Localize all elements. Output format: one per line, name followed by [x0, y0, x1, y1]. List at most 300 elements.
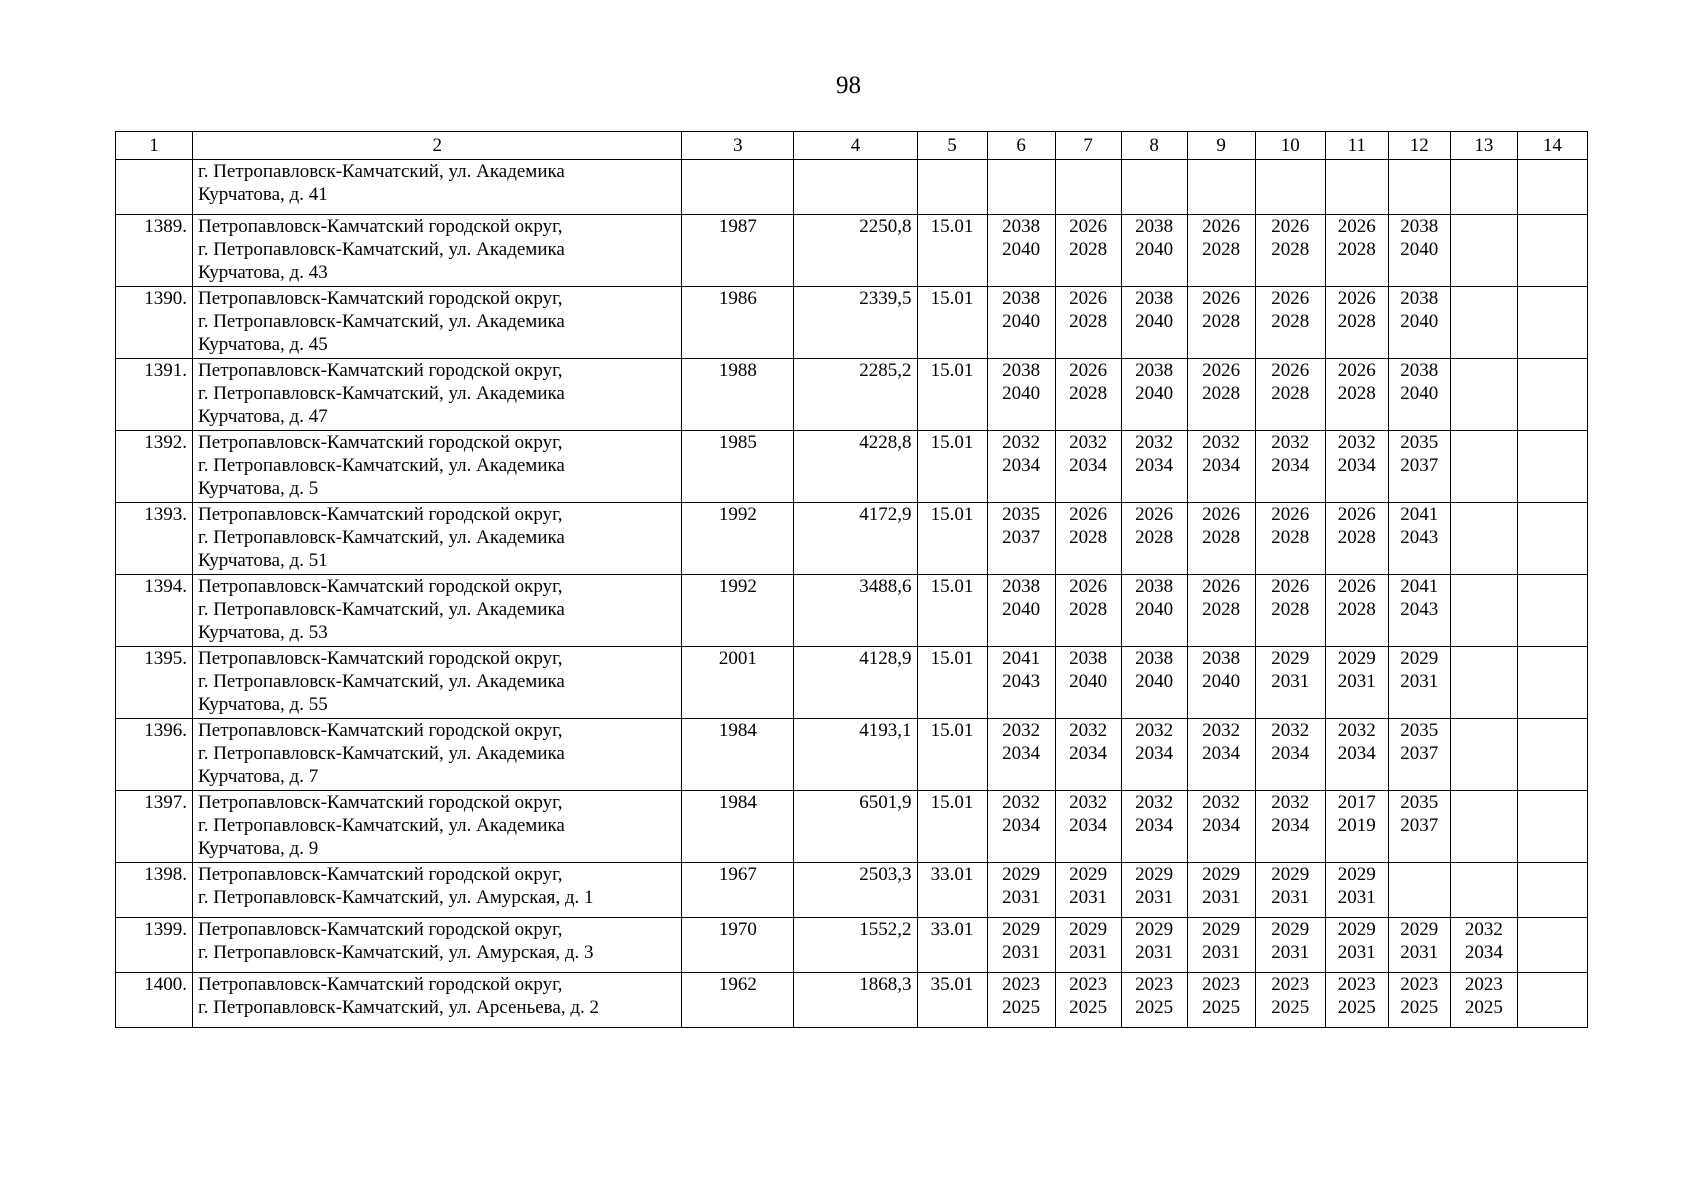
period-year: 2026	[1337, 288, 1376, 309]
period-year: 2029	[1337, 919, 1376, 940]
address-line: Курчатова, д. 45	[198, 334, 328, 355]
address-line: г. Петропавловск-Камчатский, ул. Академика	[198, 383, 565, 404]
period-year: 2034	[1464, 942, 1503, 963]
period-year: 2031	[1002, 887, 1041, 908]
period-cell	[1325, 359, 1388, 431]
period-year: 2026	[1337, 360, 1376, 381]
period-year: 2032	[1135, 792, 1174, 813]
period-year: 2031	[1202, 942, 1241, 963]
period-year: 2032	[1202, 720, 1241, 741]
period-cell	[1255, 863, 1325, 918]
period-cell	[1388, 575, 1450, 647]
period-year: 2029	[1337, 864, 1376, 885]
address-line: г. Петропавловск-Камчатский, ул. Амурская, д. 1	[198, 887, 594, 908]
table-row	[116, 973, 1588, 1028]
period-cell	[1055, 719, 1121, 791]
address-line: г. Петропавловск-Камчатский, ул. Академика	[198, 311, 565, 332]
period-cell	[1325, 575, 1388, 647]
code-cell: 15.01	[917, 431, 987, 503]
period-year: 2043	[1400, 527, 1439, 548]
period-year: 2032	[1464, 919, 1503, 940]
period-cell	[987, 719, 1055, 791]
period-cell	[1055, 918, 1121, 973]
period-cell	[1121, 215, 1187, 287]
period-year: 2038	[1202, 648, 1241, 669]
address-line: Курчатова, д. 9	[198, 838, 319, 859]
period-year: 2041	[1400, 504, 1439, 525]
period-year: 2031	[1069, 942, 1108, 963]
period-cell	[1450, 863, 1517, 918]
address-cell	[193, 863, 682, 918]
year-cell: 1987	[682, 215, 794, 287]
period-year: 2037	[1400, 455, 1439, 476]
period-year: 2034	[1069, 743, 1108, 764]
period-year: 2026	[1202, 504, 1241, 525]
period-year: 2034	[1069, 455, 1108, 476]
year-cell: 1988	[682, 359, 794, 431]
row-number: 1391.	[116, 359, 193, 431]
period-year: 2025	[1069, 997, 1108, 1018]
address-line: г. Петропавловск-Камчатский, ул. Арсеньева, д. 2	[198, 997, 600, 1018]
period-year: 2040	[1069, 671, 1108, 692]
period-cell	[1255, 359, 1325, 431]
period-year: 2028	[1202, 239, 1241, 260]
address-line: Петропавловск-Камчатский городской округ,	[198, 288, 563, 309]
period-cell	[1517, 918, 1587, 973]
period-year: 2040	[1202, 671, 1241, 692]
period-cell	[987, 503, 1055, 575]
address-line: г. Петропавловск-Камчатский, ул. Академика	[198, 743, 565, 764]
period-year: 2034	[1271, 455, 1310, 476]
period-year: 2026	[1069, 288, 1108, 309]
address-cell	[193, 287, 682, 359]
address-line: Курчатова, д. 51	[198, 550, 328, 571]
table-row	[116, 160, 1588, 215]
period-year: 2038	[1002, 216, 1041, 237]
period-cell	[1187, 503, 1255, 575]
period-year: 2040	[1002, 311, 1041, 332]
period-year: 2038	[1135, 216, 1174, 237]
area-cell: 3488,6	[794, 575, 917, 647]
address-line: г. Петропавловск-Камчатский, ул. Академика	[198, 671, 565, 692]
period-year: 2031	[1135, 887, 1174, 908]
period-year: 2026	[1271, 360, 1310, 381]
period-cell	[987, 359, 1055, 431]
period-cell	[1187, 863, 1255, 918]
code-cell: 15.01	[917, 287, 987, 359]
row-number: 1399.	[116, 918, 193, 973]
period-year: 2029	[1400, 648, 1439, 669]
table-row	[116, 215, 1588, 287]
period-cell	[1325, 791, 1388, 863]
period-year: 2025	[1464, 997, 1503, 1018]
address-line: Петропавловск-Камчатский городской округ,	[198, 216, 563, 237]
address-line: Петропавловск-Камчатский городской округ,	[198, 792, 563, 813]
period-year: 2032	[1069, 432, 1108, 453]
period-cell	[1450, 575, 1517, 647]
period-cell	[1517, 431, 1587, 503]
period-cell	[1517, 791, 1587, 863]
period-year: 2023	[1337, 974, 1376, 995]
period-cell	[1055, 647, 1121, 719]
address-cell	[193, 791, 682, 863]
table-row	[116, 918, 1588, 973]
period-cell	[1255, 160, 1325, 215]
period-cell	[1187, 359, 1255, 431]
period-year: 2029	[1271, 648, 1310, 669]
period-year: 2034	[1337, 455, 1376, 476]
period-year: 2034	[1337, 743, 1376, 764]
address-line: Петропавловск-Камчатский городской округ,	[198, 504, 563, 525]
address-line: Курчатова, д. 47	[198, 406, 328, 427]
period-cell	[1388, 359, 1450, 431]
period-year: 2032	[1135, 720, 1174, 741]
period-cell	[1517, 973, 1587, 1028]
table-row	[116, 503, 1588, 575]
area-cell: 4228,8	[794, 431, 917, 503]
row-number: 1394.	[116, 575, 193, 647]
period-year: 2026	[1271, 288, 1310, 309]
period-year: 2040	[1400, 239, 1439, 260]
period-year: 2028	[1202, 527, 1241, 548]
row-number: 1397.	[116, 791, 193, 863]
period-cell	[1255, 215, 1325, 287]
period-cell	[1517, 287, 1587, 359]
period-year: 2029	[1135, 919, 1174, 940]
period-year: 2038	[1002, 360, 1041, 381]
area-cell: 2503,3	[794, 863, 917, 918]
period-year: 2029	[1069, 864, 1108, 885]
period-cell	[1121, 863, 1187, 918]
period-year: 2041	[1400, 576, 1439, 597]
period-year: 2026	[1337, 504, 1376, 525]
period-cell	[1450, 647, 1517, 719]
year-cell: 1985	[682, 431, 794, 503]
area-cell: 6501,9	[794, 791, 917, 863]
address-cell	[193, 160, 682, 215]
row-number: 1392.	[116, 431, 193, 503]
period-year: 2028	[1202, 311, 1241, 332]
period-cell	[1121, 287, 1187, 359]
period-year: 2037	[1400, 815, 1439, 836]
period-year: 2038	[1135, 648, 1174, 669]
period-cell	[1325, 973, 1388, 1028]
period-year: 2032	[1337, 720, 1376, 741]
period-year: 2032	[1002, 432, 1041, 453]
period-year: 2025	[1400, 997, 1439, 1018]
period-year: 2034	[1135, 815, 1174, 836]
period-cell	[1255, 719, 1325, 791]
address-line: Курчатова, д. 43	[198, 262, 328, 283]
period-cell	[987, 918, 1055, 973]
period-year: 2034	[1271, 743, 1310, 764]
header-cell-9: 9	[1187, 132, 1255, 160]
period-year: 2029	[1337, 648, 1376, 669]
period-cell	[1388, 431, 1450, 503]
period-year: 2032	[1069, 792, 1108, 813]
period-year: 2043	[1400, 599, 1439, 620]
year-cell: 1992	[682, 575, 794, 647]
period-cell	[1055, 973, 1121, 1028]
period-cell	[1450, 287, 1517, 359]
area-cell: 2250,8	[794, 215, 917, 287]
address-cell	[193, 647, 682, 719]
address-line: Петропавловск-Камчатский городской округ,	[198, 648, 563, 669]
code-cell: 15.01	[917, 359, 987, 431]
period-cell	[1388, 973, 1450, 1028]
code-cell: 15.01	[917, 215, 987, 287]
period-cell	[1517, 863, 1587, 918]
period-cell	[1121, 575, 1187, 647]
period-cell	[1255, 575, 1325, 647]
header-cell-6: 6	[987, 132, 1055, 160]
period-year: 2034	[1002, 455, 1041, 476]
header-cell-10: 10	[1255, 132, 1325, 160]
period-cell	[1325, 215, 1388, 287]
period-cell	[987, 575, 1055, 647]
period-year: 2032	[1135, 432, 1174, 453]
address-cell	[193, 503, 682, 575]
period-cell	[1187, 973, 1255, 1028]
period-cell	[987, 215, 1055, 287]
period-cell	[1255, 647, 1325, 719]
period-cell	[1187, 160, 1255, 215]
period-year: 2031	[1002, 942, 1041, 963]
period-year: 2025	[1337, 997, 1376, 1018]
period-year: 2032	[1202, 432, 1241, 453]
period-year: 2031	[1202, 887, 1241, 908]
period-cell	[1388, 791, 1450, 863]
period-cell	[1388, 918, 1450, 973]
period-cell	[1388, 160, 1450, 215]
code-cell: 15.01	[917, 791, 987, 863]
period-cell	[1450, 503, 1517, 575]
code-cell: 15.01	[917, 719, 987, 791]
table-row	[116, 647, 1588, 719]
period-cell	[1517, 215, 1587, 287]
period-year: 2026	[1271, 576, 1310, 597]
period-year: 2028	[1135, 527, 1174, 548]
period-year: 2026	[1202, 576, 1241, 597]
period-cell	[1187, 431, 1255, 503]
address-line: г. Петропавловск-Камчатский, ул. Академика	[198, 815, 565, 836]
area-cell: 4128,9	[794, 647, 917, 719]
period-year: 2040	[1002, 599, 1041, 620]
period-year: 2023	[1400, 974, 1439, 995]
period-year: 2025	[1271, 997, 1310, 1018]
period-year: 2026	[1271, 216, 1310, 237]
period-cell	[1187, 647, 1255, 719]
address-cell	[193, 215, 682, 287]
period-year: 2037	[1400, 743, 1439, 764]
period-year: 2026	[1202, 216, 1241, 237]
period-year: 2028	[1069, 599, 1108, 620]
code-cell: 33.01	[917, 918, 987, 973]
period-year: 2037	[1002, 527, 1041, 548]
address-line: Петропавловск-Камчатский городской округ,	[198, 974, 563, 995]
period-year: 2026	[1271, 504, 1310, 525]
period-cell	[1450, 160, 1517, 215]
period-cell	[1121, 503, 1187, 575]
period-cell	[1325, 863, 1388, 918]
period-year: 2023	[1002, 974, 1041, 995]
period-year: 2023	[1069, 974, 1108, 995]
period-year: 2028	[1271, 239, 1310, 260]
period-year: 2038	[1002, 576, 1041, 597]
period-cell	[1187, 918, 1255, 973]
area-cell: 4172,9	[794, 503, 917, 575]
address-line: Курчатова, д. 7	[198, 766, 319, 787]
period-cell	[1187, 719, 1255, 791]
period-year: 2028	[1337, 383, 1376, 404]
period-year: 2040	[1135, 671, 1174, 692]
period-year: 2029	[1202, 919, 1241, 940]
row-number: 1393.	[116, 503, 193, 575]
period-year: 2031	[1271, 942, 1310, 963]
period-year: 2032	[1337, 432, 1376, 453]
period-year: 2028	[1337, 311, 1376, 332]
code-cell: 15.01	[917, 647, 987, 719]
table-body	[116, 160, 1588, 1028]
period-year: 2034	[1135, 743, 1174, 764]
period-cell	[1255, 287, 1325, 359]
address-cell	[193, 359, 682, 431]
period-year: 2031	[1337, 671, 1376, 692]
year-cell: 1992	[682, 503, 794, 575]
year-cell	[682, 160, 794, 215]
code-cell: 15.01	[917, 503, 987, 575]
header-cell-12: 12	[1388, 132, 1450, 160]
period-year: 2028	[1337, 527, 1376, 548]
period-cell	[1517, 647, 1587, 719]
period-year: 2035	[1400, 720, 1439, 741]
registry-table	[115, 131, 1588, 1028]
period-year: 2038	[1002, 288, 1041, 309]
address-cell	[193, 575, 682, 647]
period-cell	[1121, 160, 1187, 215]
period-cell	[1325, 431, 1388, 503]
period-cell	[1325, 719, 1388, 791]
period-year: 2026	[1069, 216, 1108, 237]
period-year: 2028	[1202, 599, 1241, 620]
period-cell	[1055, 359, 1121, 431]
period-year: 2031	[1069, 887, 1108, 908]
row-number: 1395.	[116, 647, 193, 719]
period-year: 2029	[1271, 919, 1310, 940]
period-cell	[1187, 575, 1255, 647]
period-year: 2029	[1069, 919, 1108, 940]
period-year: 2040	[1135, 239, 1174, 260]
header-cell-5: 5	[917, 132, 987, 160]
code-cell: 15.01	[917, 575, 987, 647]
period-cell	[1055, 575, 1121, 647]
period-year: 2023	[1135, 974, 1174, 995]
period-cell	[1255, 973, 1325, 1028]
period-cell	[987, 431, 1055, 503]
address-cell	[193, 918, 682, 973]
period-year: 2032	[1271, 792, 1310, 813]
address-line: Петропавловск-Камчатский городской округ,	[198, 720, 563, 741]
period-cell	[1121, 791, 1187, 863]
period-year: 2031	[1271, 887, 1310, 908]
period-year: 2028	[1271, 599, 1310, 620]
period-year: 2025	[1135, 997, 1174, 1018]
period-year: 2028	[1271, 527, 1310, 548]
period-cell	[1055, 287, 1121, 359]
period-cell	[1121, 973, 1187, 1028]
period-cell	[1255, 918, 1325, 973]
period-cell	[1187, 287, 1255, 359]
period-year: 2035	[1400, 432, 1439, 453]
period-year: 2023	[1464, 974, 1503, 995]
header-cell-14: 14	[1517, 132, 1587, 160]
period-cell	[1055, 503, 1121, 575]
period-year: 2038	[1135, 288, 1174, 309]
year-cell: 1967	[682, 863, 794, 918]
period-cell	[1450, 215, 1517, 287]
period-year: 2034	[1202, 743, 1241, 764]
header-cell-13: 13	[1450, 132, 1517, 160]
period-cell	[1325, 503, 1388, 575]
period-year: 2041	[1002, 648, 1041, 669]
year-cell: 1962	[682, 973, 794, 1028]
year-cell: 2001	[682, 647, 794, 719]
row-number: 1389.	[116, 215, 193, 287]
address-line: Петропавловск-Камчатский городской округ,	[198, 919, 563, 940]
period-year: 2032	[1069, 720, 1108, 741]
row-number: 1396.	[116, 719, 193, 791]
period-cell	[1121, 719, 1187, 791]
period-year: 2028	[1337, 239, 1376, 260]
period-cell	[987, 647, 1055, 719]
period-year: 2034	[1271, 815, 1310, 836]
period-year: 2040	[1002, 383, 1041, 404]
period-cell	[1388, 719, 1450, 791]
period-cell	[987, 863, 1055, 918]
period-cell	[1055, 791, 1121, 863]
address-line: Петропавловск-Камчатский городской округ,	[198, 360, 563, 381]
period-year: 2026	[1202, 288, 1241, 309]
period-year: 2025	[1202, 997, 1241, 1018]
period-cell	[1517, 575, 1587, 647]
header-cell-7: 7	[1055, 132, 1121, 160]
period-year: 2026	[1069, 576, 1108, 597]
address-line: Курчатова, д. 5	[198, 478, 319, 499]
code-cell: 33.01	[917, 863, 987, 918]
period-cell	[1388, 647, 1450, 719]
address-line: Петропавловск-Камчатский городской округ,	[198, 432, 563, 453]
period-year: 2034	[1202, 815, 1241, 836]
period-cell	[1187, 791, 1255, 863]
period-year: 2038	[1135, 360, 1174, 381]
period-year: 2031	[1135, 942, 1174, 963]
period-year: 2034	[1069, 815, 1108, 836]
period-cell	[987, 791, 1055, 863]
period-cell	[1055, 863, 1121, 918]
row-number: 1390.	[116, 287, 193, 359]
period-year: 2028	[1271, 311, 1310, 332]
period-year: 2026	[1337, 576, 1376, 597]
period-cell	[1450, 973, 1517, 1028]
area-cell: 1868,3	[794, 973, 917, 1028]
period-year: 2032	[1002, 720, 1041, 741]
period-year: 2032	[1271, 432, 1310, 453]
period-cell	[987, 287, 1055, 359]
address-cell	[193, 719, 682, 791]
period-year: 2028	[1337, 599, 1376, 620]
period-cell	[1450, 431, 1517, 503]
period-year: 2038	[1400, 288, 1439, 309]
